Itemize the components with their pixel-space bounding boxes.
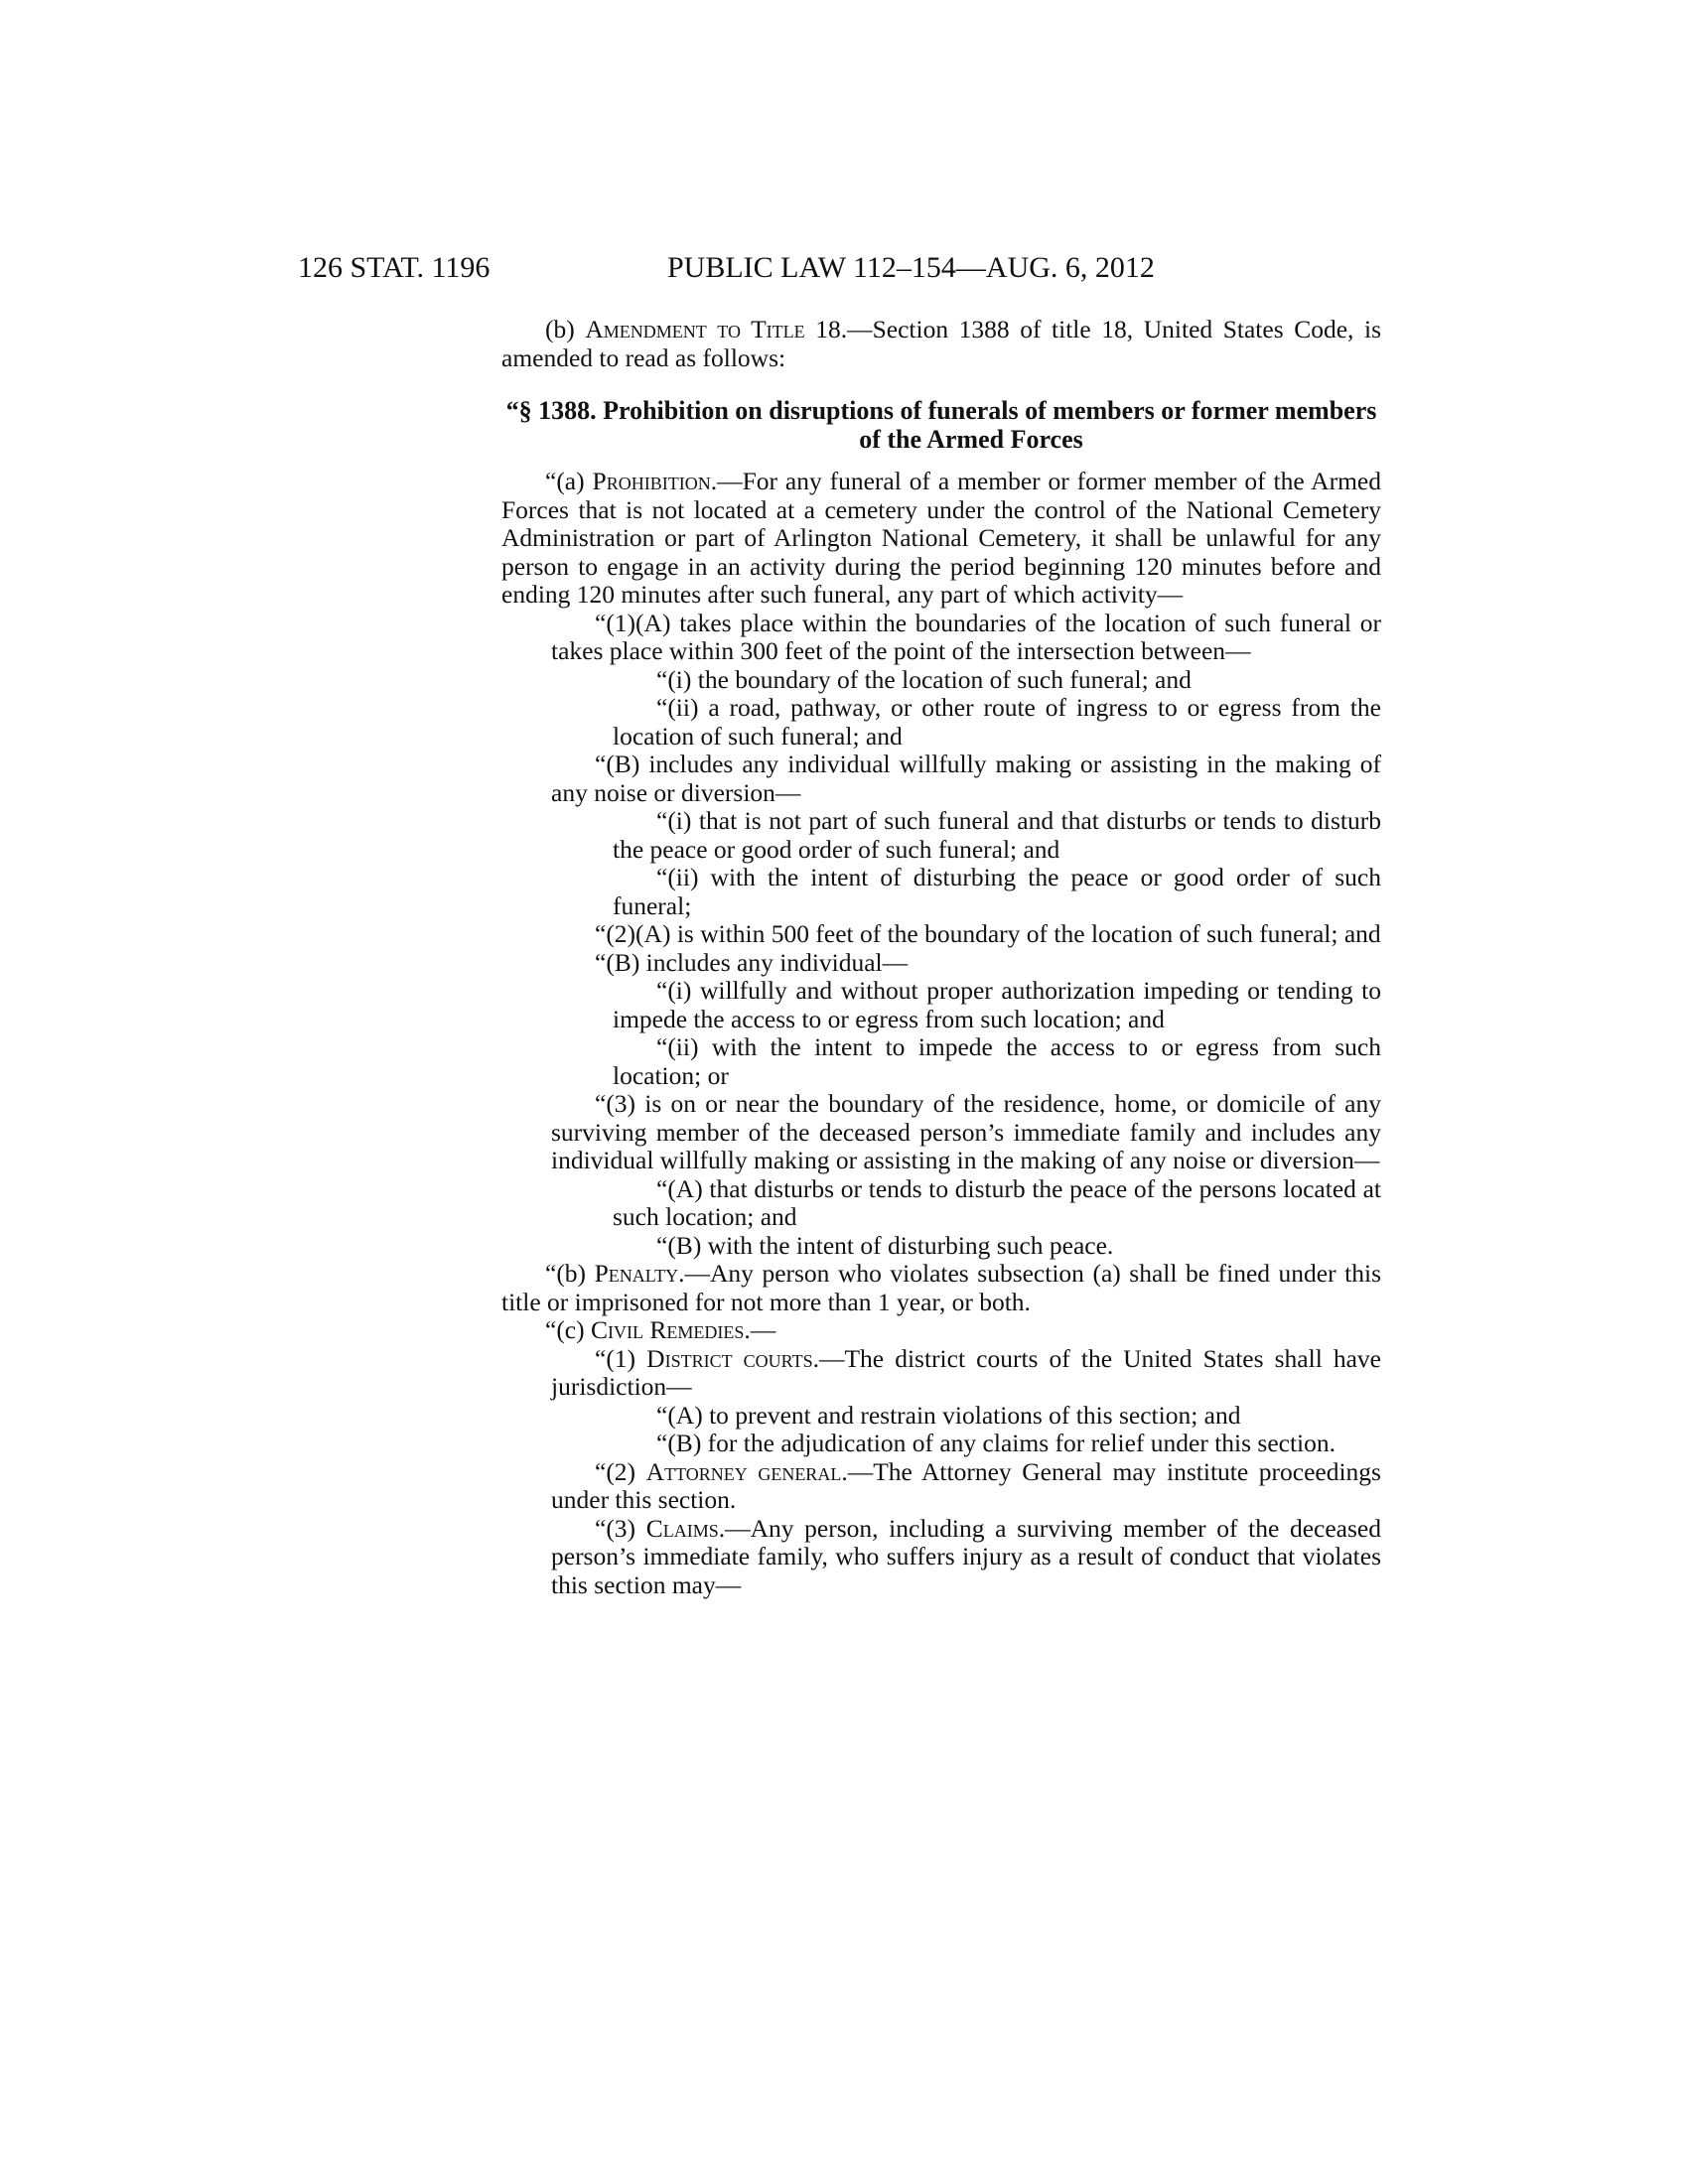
paragraph-a1Bii: “(ii) with the intent of disturbing the peace or good order of such funeral; xyxy=(613,863,1381,920)
paragraph-c2-heading: Attorney general xyxy=(645,1456,842,1486)
paragraph-a2Bi: “(i) willfully and without proper authorization impeding or tending to impede the access to or egress from such location; and xyxy=(613,976,1381,1033)
paragraph-b-text: .—Any person who violates subsection (a) shall be fined under this title or imprisoned for not more than 1 year, or both. xyxy=(501,1259,1381,1316)
intro-text: .—Section 1388 of title 18, United States Code, is amended to read as follows: xyxy=(501,315,1381,372)
document-body xyxy=(501,316,1381,1599)
running-title: PUBLIC LAW 112–154—AUG. 6, 2012 xyxy=(667,251,1155,284)
paragraph-a3: “(3) is on or near the boundary of the residence, home, or domicile of any surviving member of the deceased person’s immediate family and includes any individual willfully making or assisting in the making of any noise or diversion— xyxy=(551,1089,1381,1174)
paragraph-a-prefix: “(a) xyxy=(545,467,593,495)
paragraph-a2Bii: “(ii) with the intent to impede the access to or egress from such location; or xyxy=(613,1032,1381,1090)
paragraph-a xyxy=(501,468,1381,610)
paragraph-c3-text: .—Any person, including a surviving member of the deceased person’s immediate family, who suffers injury as a result of conduct that violates this section may— xyxy=(551,1513,1381,1599)
paragraph-a1B: “(B) includes any individual willfully making or assisting in the making of any noise or diversion— xyxy=(551,750,1381,807)
paragraph-c2-prefix: “(2) xyxy=(595,1456,646,1486)
paragraph-a1Ai: “(i) the boundary of the location of such funeral; and xyxy=(656,664,1192,694)
paragraph-b-prefix: “(b) xyxy=(545,1259,595,1288)
paragraph-c1A: “(A) to prevent and restrain violations of this section; and xyxy=(656,1400,1241,1430)
page-reference: 126 STAT. 1196 xyxy=(298,251,491,284)
intro-label-prefix: (b) xyxy=(545,315,586,343)
paragraph-b-heading: Penalty xyxy=(594,1259,679,1288)
paragraph-a3B: “(B) with the intent of disturbing such peace. xyxy=(656,1230,1114,1260)
paragraph-c2-text: .—The Attorney General may institute proceedings under this section. xyxy=(551,1456,1381,1514)
paragraph-c1-heading: District courts xyxy=(646,1343,813,1373)
paragraph-c1-text: .—The district courts of the United States shall have jurisdiction— xyxy=(551,1343,1382,1401)
paragraph-a-text: .—For any funeral of a member or former member of the Armed Forces that is not located at a cemetery under the control of the National Cemetery Administration or part of Arlington National Cemetery, it shall be unlawful for any person to engage in an activity during the period beginning 120 minutes before and ending 120 minutes after such funeral, any part of which activity— xyxy=(501,467,1381,609)
intro-paragraph xyxy=(501,316,1381,372)
paragraph-c-prefix: “(c) xyxy=(545,1315,591,1344)
paragraph-a2B: “(B) includes any individual— xyxy=(595,947,909,977)
paragraph-c-text: .— xyxy=(744,1315,776,1344)
paragraph-a2A: “(2)(A) is within 500 feet of the boundary of the location of such funeral; and xyxy=(595,919,1381,948)
page-header xyxy=(298,248,1291,288)
paragraph-a-heading: Prohibition xyxy=(592,467,711,495)
paragraph-c1 xyxy=(501,1345,1381,1402)
paragraph-c2 xyxy=(501,1458,1381,1515)
paragraph-c-heading: Civil Remedies xyxy=(591,1315,745,1344)
paragraph-c1B: “(B) for the adjudication of any claims for relief under this section. xyxy=(656,1429,1336,1457)
paragraph-c3 xyxy=(501,1515,1381,1600)
paragraph-c3-heading: Claims xyxy=(645,1513,719,1543)
paragraph-c1-prefix: “(1) xyxy=(595,1343,647,1373)
paragraph-a3A: “(A) that disturbs or tends to disturb the peace of the persons located at such location; and xyxy=(613,1173,1381,1231)
paragraph-a1Aii: “(ii) a road, pathway, or other route of ingress to or egress from the location of such funeral; and xyxy=(613,693,1381,751)
paragraph-b xyxy=(501,1260,1381,1316)
paragraph-c xyxy=(501,1316,1381,1345)
section-heading: “§ 1388. Prohibition on disruptions of funerals of members or former members of the Armed Forces xyxy=(505,396,1377,454)
paragraph-a1A: “(1)(A) takes place within the boundaries of the location of such funeral or takes place within 300 feet of the point of the intersection between— xyxy=(551,608,1381,665)
paragraph-c3-prefix: “(3) xyxy=(595,1513,646,1543)
intro-label-heading: Amendment to Title 18 xyxy=(585,315,841,343)
paragraph-a1Bi: “(i) that is not part of such funeral and that disturbs or tends to disturb the peace or good order of such funeral; and xyxy=(613,806,1381,864)
